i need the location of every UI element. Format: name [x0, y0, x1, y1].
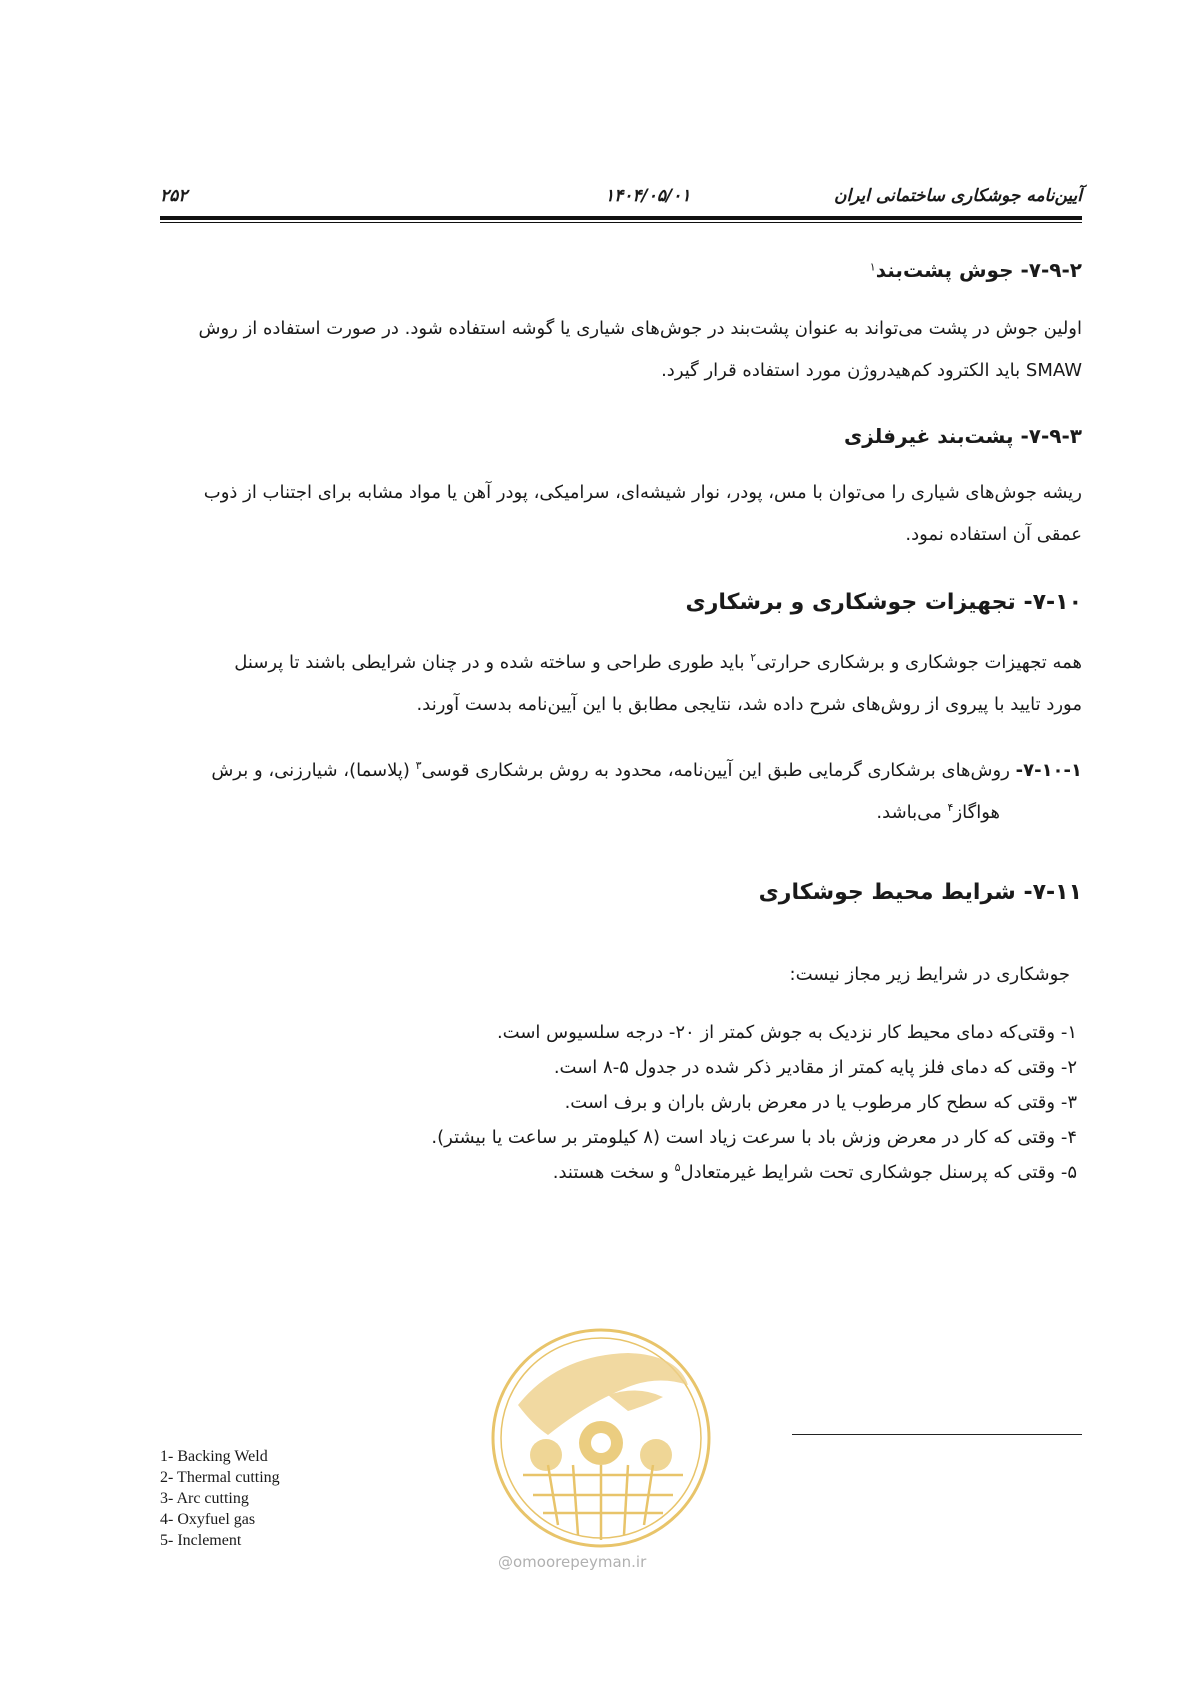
paragraph-line: ریشه جوش‌های شیاری را می‌توان با مس، پودر، نوار شیشه‌ای، سرامیکی، پودر آهن یا مواد مشابه برای اجتناب از ذوب — [203, 482, 1082, 503]
footnote: 3- Arc cutting — [160, 1490, 249, 1507]
watermark-seal-logo — [488, 1325, 714, 1551]
section-7-10-heading — [145, 590, 1082, 615]
footnote: 1- Backing Weld — [160, 1448, 268, 1465]
text-run: همه تجهیزات جوشکاری و برشکاری حرارتی — [756, 652, 1082, 673]
page-header — [160, 186, 1082, 210]
text-run: باید طوری طراحی و ساخته شده و در چنان شرایطی باشند تا پرسنل — [234, 652, 751, 673]
text-run: و سخت هستند. — [552, 1162, 675, 1183]
text-run: ۵- وقتی که پرسنل جوشکاری تحت شرایط غیرمتعادل — [680, 1162, 1077, 1183]
paragraph-line — [152, 642, 1082, 684]
heading-7-11: ۷-۱۱- شرایط محیط جوشکاری — [758, 880, 1082, 905]
text-run: هواگاز — [953, 802, 1000, 823]
footnotes — [160, 1446, 280, 1551]
footnote-separator — [792, 1434, 1082, 1435]
watermark-site-text: @omoorepeyman.ir — [498, 1553, 647, 1571]
heading-7-9-2: ۷-۹-۲- جوش پشت‌بند — [875, 258, 1082, 282]
header-rule-thin — [160, 222, 1082, 223]
list-item: ۴- وقتی که کار در معرض وزش باد با سرعت زیاد است (۸ کیلومتر بر ساعت یا بیشتر). — [431, 1127, 1077, 1148]
text-run: روش‌های برشکاری گرمایی طبق این آیین‌نامه، محدود به روش برشکاری قوسی — [421, 760, 1016, 781]
text-run: می‌باشد. — [876, 802, 948, 823]
heading-7-9-3: ۷-۹-۳- پشت‌بند غیرفلزی — [843, 424, 1082, 448]
section-7-11-heading — [145, 880, 1082, 905]
section-7-9-2-heading — [145, 258, 1082, 282]
clause-number: ۷-۱۰-۱- — [1015, 760, 1082, 781]
list-item — [317, 1155, 1077, 1190]
footnote-ref-2: ۲ — [750, 651, 757, 664]
footnote-ref-5: ۵ — [674, 1161, 681, 1174]
paragraph-line — [145, 750, 1082, 792]
section-7-9-2-body — [145, 308, 1082, 392]
section-7-10-body — [152, 642, 1082, 726]
footnote-ref-4: ۴ — [947, 801, 954, 814]
paragraph-line: اولین جوش در پشت می‌تواند به عنوان پشت‌بند در جوش‌های شیاری یا گوشه استفاده شود. در صورت استفاده از روش — [198, 318, 1082, 339]
section-7-11-intro — [162, 960, 1082, 990]
list-item: ۱- وقتی‌که دمای محیط کار نزدیک به جوش کمتر از ۲۰- درجه سلسیوس است. — [496, 1022, 1077, 1043]
footnote: 5- Inclement — [160, 1532, 242, 1549]
paragraph-line: SMAW باید الکترود کم‌هیدروژن مورد استفاده قرار گیرد. — [661, 360, 1082, 381]
footnote: 2- Thermal cutting — [160, 1469, 280, 1486]
section-7-9-3-heading — [145, 424, 1082, 448]
list-item: ۲- وقتی که دمای فلز پایه کمتر از مقادیر ذکر شده در جدول ۵-۸ است. — [553, 1057, 1077, 1078]
paragraph-line: جوشکاری در شرایط زیر مجاز نیست: — [789, 964, 1070, 985]
section-7-9-3-body — [145, 472, 1082, 556]
paragraph-line: مورد تایید با پیروی از روش‌های شرح داده شد، نتایجی مطابق با این آیین‌نامه بدست آورند. — [416, 694, 1082, 715]
section-7-10-1 — [145, 750, 1082, 834]
header-date: ۱۴۰۴/۰۵/۰۱ — [605, 186, 691, 206]
list-item: ۳- وقتی که سطح کار مرطوب یا در معرض بارش باران و برف است. — [564, 1092, 1077, 1113]
page-number: ۲۵۲ — [160, 186, 188, 206]
footnote: 4- Oxyfuel gas — [160, 1511, 256, 1528]
header-title: آیین‌نامه جوشکاری ساختمانی ایران — [833, 186, 1082, 206]
header-rule — [160, 216, 1082, 220]
heading-7-10: ۷-۱۰- تجهیزات جوشکاری و برشکاری — [685, 590, 1082, 615]
paragraph-line: عمقی آن استفاده نمود. — [905, 524, 1082, 545]
text-run: (پلاسما)، شیارزنی، و برش — [211, 760, 416, 781]
footnote-ref-3: ۳ — [415, 759, 422, 772]
paragraph-line — [145, 792, 1082, 834]
conditions-list — [317, 1015, 1077, 1190]
footnote-ref-1: ۱ — [869, 260, 876, 274]
